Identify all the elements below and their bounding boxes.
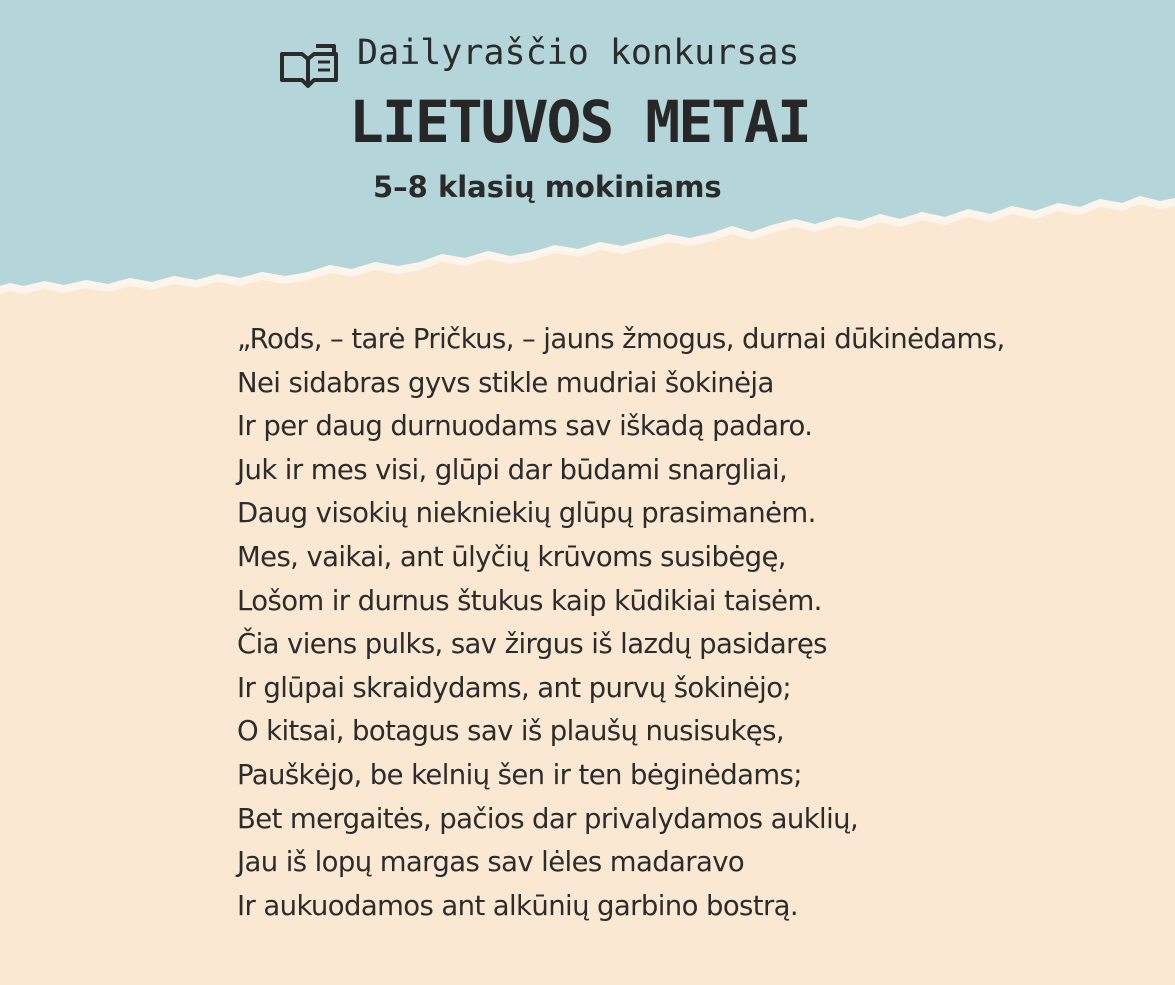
poem-line: Daug visokių niekniekių glūpų prasimanėm.	[237, 497, 816, 530]
book-icon	[278, 40, 340, 90]
poem-line: Ir glūpai skraidydams, ant purvų šokinėjo;	[237, 671, 792, 704]
poem-line: „Rods, – tarė Pričkus, – jauns žmogus, durnai dūkinėdams,	[237, 323, 1005, 355]
poem-line: Juk ir mes visi, glūpi dar būdami snargliai,	[237, 453, 788, 486]
poem-line: Bet mergaitės, pačios dar privalydamos auklių,	[237, 802, 859, 835]
poem-line: Lošom ir durnus štukus kaip kūdikiai taisėm.	[237, 584, 822, 617]
audience-subtitle: 5–8 klasių mokiniams	[373, 170, 722, 204]
poem-line: Nei sidabras gyvs stikle mudriai šokinėja	[237, 366, 774, 399]
poem-line: Pauškėjo, be kelnių šen ir ten bėginėdams;	[237, 758, 802, 791]
poem-line: Mes, vaikai, ant ūlyčių krūvoms susibėgę,	[237, 540, 786, 573]
contest-name: Dailyraščio konkursas	[357, 33, 800, 73]
poem-line: Čia viens pulks, sav žirgus iš lazdų pasidaręs	[237, 628, 827, 661]
poem-text	[237, 318, 1005, 928]
poem-line: Jau iš lopų margas sav lėles madaravo	[237, 846, 745, 879]
poem-line: O kitsai, botagus sav iš plaušų nusisukęs,	[237, 715, 784, 748]
poem-line: Ir per daug durnuodams sav iškadą padaro.	[237, 410, 813, 443]
poem-line: Ir aukuodamos ant alkūnių garbino bostrą.	[237, 889, 799, 922]
page-title: LIETUVOS METAI	[349, 88, 810, 156]
